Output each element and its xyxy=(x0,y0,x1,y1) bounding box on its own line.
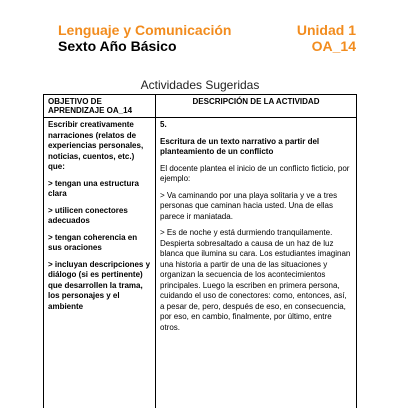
objective-item: > tengan coherencia en sus oraciones xyxy=(48,233,151,254)
objective-intro: Escribir creativamente narraciones (relatos de experiencias personales, noticias, cuentos, etc.) que: xyxy=(48,120,151,173)
subject-title: Lenguaje y Comunicación xyxy=(58,22,231,38)
activity-number: 5. xyxy=(160,120,352,131)
header-row-2 xyxy=(58,38,356,54)
table-header-row xyxy=(44,95,357,118)
header-row-1 xyxy=(58,22,356,38)
description-column-header: DESCRIPCIÓN DE LA ACTIVIDAD xyxy=(156,95,357,118)
table-row xyxy=(44,118,357,408)
objective-column-header: OBJETIVO DE APRENDIZAJE OA_14 xyxy=(44,95,156,118)
oa-code-label: OA_14 xyxy=(312,38,356,54)
activity-title: Escritura de un texto narrativo a partir del planteamiento de un conflicto xyxy=(160,137,352,158)
activities-table xyxy=(43,94,357,408)
activity-paragraph: > Va caminando por una playa solitaria y ve a tres personas que caminan hacia usted. Una de ellas parece ir maniatada. xyxy=(160,191,352,223)
activity-cell xyxy=(156,118,357,408)
document-header xyxy=(58,22,356,54)
unit-label: Unidad 1 xyxy=(297,22,356,38)
activity-paragraph: > Es de noche y está durmiendo tranquilamente. Despierta sobresaltado a causa de un haz de luz blanca que ilumina su cara. Los estudiantes imaginan una historia a partir de una de las situaciones y organizan la secuencia de los acontecimientos principales. Luego la escriben en primera persona, cuidando el uso de conectores: como, entonces, así, a pesar de, pero, después de eso, en consecuencia, por eso, en cambio, finalmente, por último, entre otros. xyxy=(160,228,352,333)
activity-paragraph: El docente plantea el inicio de un conflicto ficticio, por ejemplo: xyxy=(160,164,352,185)
page-title: Actividades Sugeridas xyxy=(0,78,400,92)
grade-label: Sexto Año Básico xyxy=(58,38,177,54)
objective-item: > tengan una estructura clara xyxy=(48,179,151,200)
objective-item: > incluyan descripciones y diálogo (si es pertinente) que desarrollen la trama, los personajes y el ambiente xyxy=(48,260,151,313)
objective-item: > utilicen conectores adecuados xyxy=(48,206,151,227)
objective-cell xyxy=(44,118,156,408)
